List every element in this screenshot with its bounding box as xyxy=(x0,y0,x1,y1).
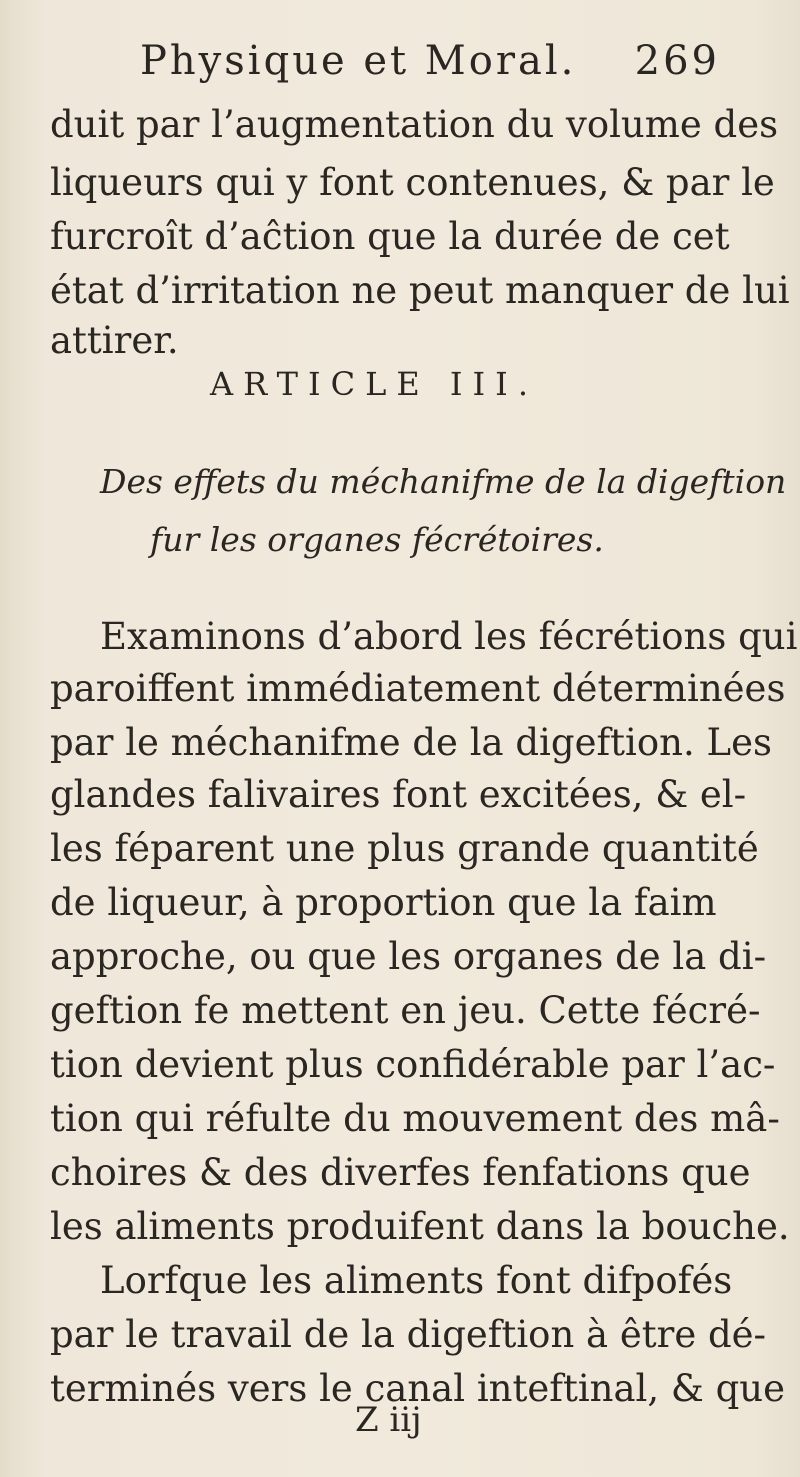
text-line: les féparent une plus grande quantité xyxy=(50,827,759,870)
text-line: état d’irritation ne peut manquer de lui xyxy=(50,269,790,312)
text-line: duit par l’augmentation du volume des xyxy=(50,103,779,146)
text-line: furcroît d’aĉtion que la durée de cet xyxy=(50,215,730,258)
text-line: choires & des diverfes fenfations que xyxy=(50,1151,751,1194)
text-line: de liqueur, à proportion que la faim xyxy=(50,881,717,924)
text-line: Lorfque les aliments font difpofés xyxy=(100,1259,733,1302)
text-line: Examinons d’abord les fécrétions qui xyxy=(100,615,798,658)
text-line: attirer. xyxy=(50,319,179,362)
signature-mark: Z iij xyxy=(355,1400,422,1440)
text-line: liqueurs qui y font contenues, & par le xyxy=(50,161,775,204)
text-line: les aliments produifent dans la bouche. xyxy=(50,1205,790,1248)
text-line: paroiffent immédiatement déterminées xyxy=(50,667,786,710)
header-title: Physique et Moral. xyxy=(140,38,577,84)
article-subtitle-line: fur les organes fécrétoires. xyxy=(150,520,604,559)
text-line: tion qui réfulte du mouvement des mâ- xyxy=(50,1097,780,1140)
running-header xyxy=(140,38,720,84)
text-line: par le méchanifme de la digeftion. Les xyxy=(50,721,772,764)
text-line: approche, ou que les organes de la di- xyxy=(50,935,767,978)
text-line: tion devient plus confidérable par l’ac- xyxy=(50,1043,776,1086)
text-line: glandes falivaires font excitées, & el- xyxy=(50,773,747,816)
text-line: geftion fe mettent en jeu. Cette fécré- xyxy=(50,989,761,1032)
page-number: 269 xyxy=(634,38,720,84)
text-line: par le travail de la digeftion à être dé- xyxy=(50,1313,767,1356)
text-line: terminés vers le canal inteftinal, & que xyxy=(50,1367,786,1410)
article-subtitle-line: Des effets du méchanifme de la digeftion xyxy=(100,462,787,501)
article-heading: ARTICLE III. xyxy=(210,365,538,403)
